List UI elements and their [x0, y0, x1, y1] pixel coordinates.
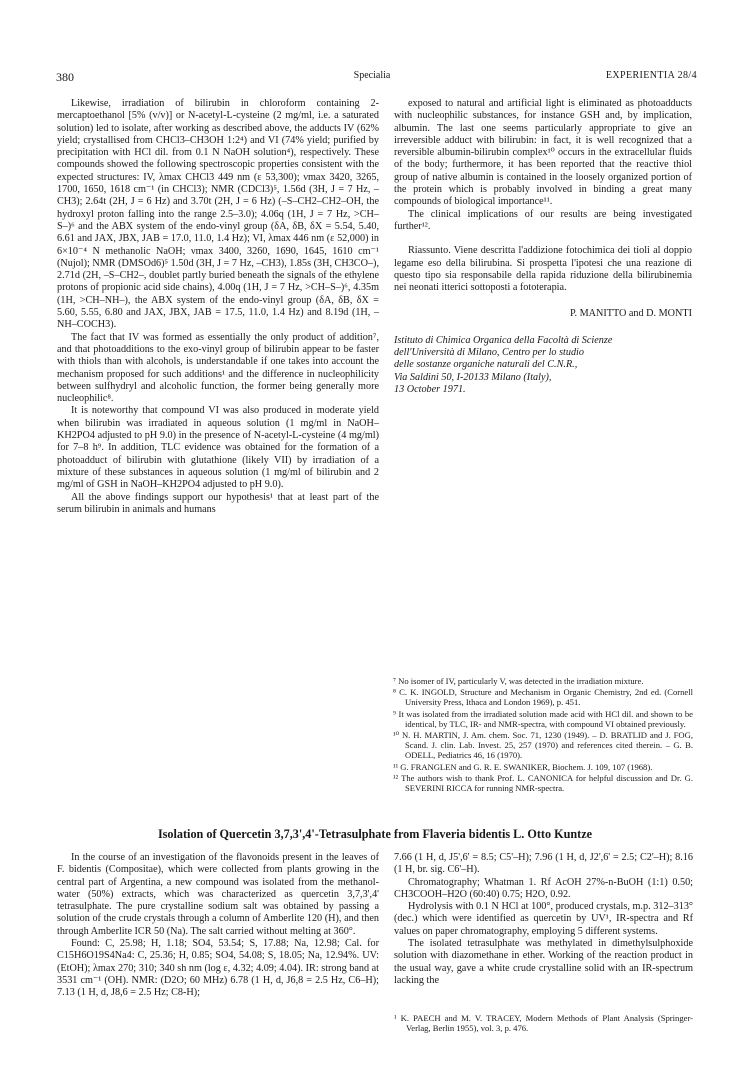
- page-number: 380: [56, 70, 74, 84]
- summary-paragraph: Riassunto. Viene descritta l'addizione fotochimica dei tioli al doppio legame eso della bilirubina. Si prospetta l'ipotesi che una reazione di questo tipo sia responsabile della rapida riduzione della bilirubinemia nei neonati itterici sottoposti a fototerapia.: [394, 245, 692, 294]
- footnote: ⁷ No isomer of IV, particularly V, was detected in the irradiation mixture.: [393, 676, 644, 686]
- paragraph: Chromatography; Whatman 1. Rf AcOH 27%-n-BuOH (1:1) 0.50; CH3COOH–H2O (60:40) 0.75; H2O, 0.92.: [394, 876, 693, 900]
- paragraph: The fact that IV was formed as essentially the only product of addition⁷, and that photoadditions to the exo-vinyl group of bilirubin appear to be faster with thiols than with alcohols, is understandable if one takes into account the mechanism proposed for such additions¹ and the difference in nucleophilicity between sulfhydryl and alcoholic function, the former being generally more nucleophilic⁸.: [57, 331, 379, 405]
- paragraph: Hydrolysis with 0.1 N HCl at 100°, produced crystals, m.p. 312–313° (dec.) which were identified as quercetin by UV¹, IR-spectra and Rf values on paper chromatography, employing 5 different systems.: [394, 901, 693, 937]
- affiliation-line: delle sostanze organiche naturali del C.N.R.,: [394, 359, 578, 371]
- footnote: ⁹ It was isolated from the irradiated solution made acid with HCl dil. and shown to be identical, by TLC, IR- and NMR-spectra, with compound VI obtained previously.: [393, 708, 693, 729]
- paragraph: In the course of an investigation of the flavonoids present in the leaves of F. bidentis (Compositae), which were collected from plants growing in the central part of Argentina, a new compound was isolated from the methanol-water (50%) extracts, which was characterized as quercetin 3,7,3',4' tetrasulphate. The pure crystalline sodium salt was obtained by passing a solution of the crude crystals through a column of Amberlite 120 (H), and then through Amberlite ICR 50 (Na). The salt carried without melting at 360°.: [57, 852, 379, 937]
- paragraph: The isolated tetrasulphate was methylated in dimethylsulphoxide solution with diazomethane in ether. Working of the reaction product in the usual way, gave a white crude crystalline solid with an IR-spectrum lacking the: [394, 938, 693, 986]
- article2-title: Isolation of Quercetin 3,7,3',4'-Tetrasulphate from Flaveria bidentis L. Otto Kuntze: [157, 827, 593, 841]
- paragraph: All the above findings support our hypothesis¹ that at least part of the serum bilirubin in animals and humans: [57, 491, 379, 515]
- paragraph: It is noteworthy that compound VI was also produced in moderate yield when bilirubin was irradiated in aqueous solution (1 mg/ml in NaOH–KH2PO4 adjusted to pH 9.0) in the presence of N-acetyl-L-cysteine (4 mg/ml) for 7–8 h⁹. In addition, TLC evidence was obtained for the formation of a photoadduct of bilirubin with glutathione (likely VII) by irradiation of a mixture of these substances in aqueous solution (1 mg/ml of bilirubin and 2 mg/ml of GSH in NaOH–KH2PO4 adjusted to pH 9.0).: [57, 405, 379, 491]
- article2-right-column: [394, 852, 693, 1034]
- footnote: ¹⁰ N. H. MARTIN, J. Am. chem. Soc. 71, 1230 (1949). – D. BRATLID and J. FOG, Scand. J. clin. Lab. Invest. 25, 257 (1970) and references cited therein. – G. B. ODELL, Pediatrics 46, 16 (1970).: [393, 730, 693, 761]
- article1-left-column: [57, 98, 379, 516]
- section-title: Specialia: [353, 70, 391, 81]
- paragraph: Likewise, irradiation of bilirubin in chloroform containing 2-mercaptoethanol [5% (v/v)] or N-acetyl-L-cysteine (2 mg/ml, i.e. a saturated solution) led to isolate, after working as described above, the adducts IV (62% yield; crystallised from CHCl3–CH3OH 1:2⁴) and VI (74% yield; purified by precipitation with HCl dil. from 0.1 N NaOH solution⁴), respectively. These compounds showed the following spectroscopic properties consistent with the expected structures: IV, λmax CHCl3 449 nm (ε 53,300); νmax 3420, 3265, 1700, 1650, 1618 cm⁻¹ (in CHCl3); NMR (CDCl3)⁵, 1.56d (3H, J = 7 Hz, –CH3); 2.64t (2H, J = 6 Hz) and 3.70t (2H, J = 6 Hz) (–S–CH2–CH2–OH, the hydroxyl proton falling into the range 2.5–3.0); 4.06q (1H, J = 7 Hz, >CH–S–)⁶ and the ABX system of the endo-vinyl group (δA, δB, δX = 5.54, 5.40, 6.61 and JAX, JBX, JAB = 17.0, 11.0, 1.4 Hz); VI, λmax 446 nm (ε 52,000) in 6×10⁻⁴ N methanolic NaOH; νmax 3400, 3260, 1690, 1645, 1610 cm⁻¹ (Nujol); NMR (DMSOd6)⁵ 1.50d (3H, J = 7 Hz, –CH3), 1.85s (3H, CH3CO–), 2.71d (2H, –S–CH2–, doublet partly buried beneath the signals of the ethylene protons of propionic acid side chains), 4.00q (1H, J = 7 Hz, >CH–S–)⁶, 4.35m (1H, >CH–NH–), the ABX system of the endo-vinyl group (δA, δB, δX = 5.60, 5.55, 6.80 and JAX, JBX, JAB = 17.5, 11.0, 1.4 Hz) and 8.19d (1H, –NH–COCH3).: [57, 98, 379, 331]
- authors: P. MANITTO and D. MONTI: [569, 308, 692, 320]
- footnote: ⁸ C. K. INGOLD, Structure and Mechanism in Organic Chemistry, 2nd ed. (Cornell University Press, Ithaca and London 1969), p. 451.: [393, 687, 693, 708]
- paragraph: The clinical implications of our results are being investigated further¹².: [394, 208, 692, 232]
- article1-right-column: [394, 98, 692, 396]
- affiliation-line: dell'Università di Milano, Centro per lo studio: [394, 347, 584, 359]
- affiliation-line: Via Saldini 50, I-20133 Milano (Italy),: [394, 371, 552, 383]
- footnote: ¹ K. PAECH and M. V. TRACEY, Modern Methods of Plant Analysis (Springer-Verlag, Berlin 1955), vol. 3, p. 476.: [394, 1013, 693, 1034]
- affiliation-line: 13 October 1971.: [394, 383, 466, 395]
- affiliation: [394, 335, 692, 396]
- journal-name: EXPERIENTIA 28/4: [605, 70, 697, 81]
- paragraph: exposed to natural and artificial light is eliminated as photoadducts with nucleophilic substances, for instance GSH and, by implication, albumin. The last one seems particularly appropriate to give an irreversible adduct with bilirubin: in fact, it is well recognized that a reversible albumin-bilirubin complex¹⁰ occurs in the extracellular fluids of the body; furthermore, it has been reported that the reactive thiol group of native albumin is contained in the loosely organized portion of the protein which is probably involved in binding a great many compounds of biological importance¹¹.: [394, 98, 692, 208]
- paragraph: 7.66 (1 H, d, J5',6' = 8.5; C5'–H); 7.96 (1 H, d, J2',6' = 2.5; C2'–H); 8.16 (1 H, br. sig. C6'–H).: [394, 852, 693, 876]
- footnote: ¹¹ G. FRANGLEN and G. R. E. SWANIKER, Biochem. J. 109, 107 (1968).: [393, 761, 653, 772]
- article1-footnotes: [393, 676, 693, 794]
- paragraph: Found: C, 25.98; H, 1.18; SO4, 53.54; S, 17.88; Na, 12.98; Cal. for C15H6O19S4Na4: C, 25.36; H, 0.85; SO4, 54.08; S, 18.05; Na, 12.94%. UV: (EtOH); λmax 270; 310; 340 sh nm (log ε, 4.32; 4.09; 4.04). IR: strong band at 3531 cm⁻¹ (OH). NMR: (D2O; 60 MHz) 6.78 (1 H, d, J6,8 = 2.5 Hz, C6–H); 7.13 (1 H, d, J8,6 = 2.5 Hz; C8-H);: [57, 938, 379, 999]
- article2-left-column: [57, 852, 379, 1000]
- footnote: ¹² The authors wish to thank Prof. L. CANONICA for helpful discussion and Dr. G. SEVERINI RICCA for running NMR-spectra.: [393, 772, 693, 794]
- affiliation-line: Istituto di Chimica Organica della Facoltà di Scienze: [394, 334, 613, 346]
